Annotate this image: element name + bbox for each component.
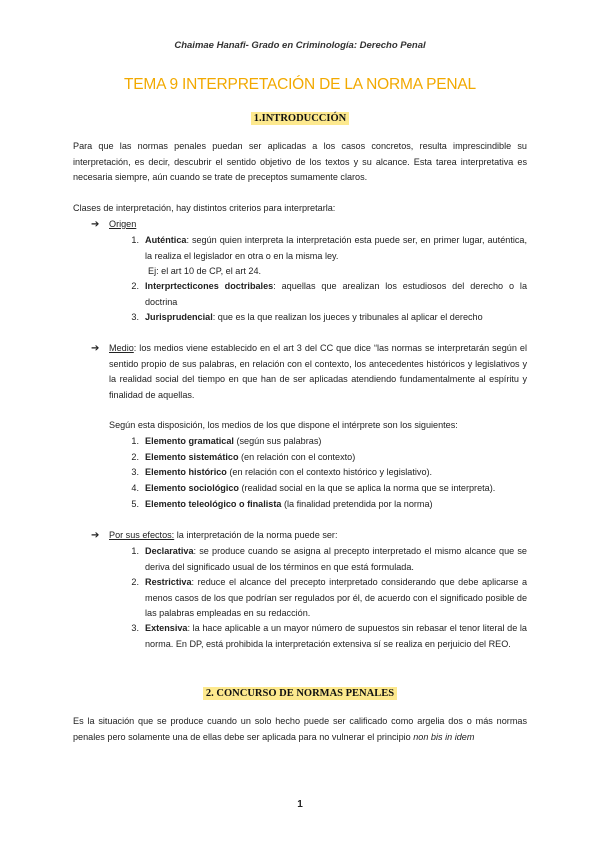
list-number: 2. (131, 452, 139, 462)
list-item-restrictiva: Restrictiva: reduce el alcance del precepto interpretado considerando que debe aplicarse a menos casos de los que podrían ser regulados por él, de acuerdo con el significado posible de las palabras empleadas en su redacción. (145, 577, 527, 618)
clases-line: Clases de interpretación, hay distintos criterios para interpretarla: (73, 203, 336, 213)
list-item-sociologico: Elemento sociológico (realidad social en la que se aplica la norma que se interpreta). (145, 483, 496, 493)
section-heading-2: 2. CONCURSO DE NORMAS PENALES (0, 683, 600, 701)
origen-label: Origen (109, 219, 137, 229)
page-number: 1 (297, 799, 303, 810)
list-number: 4. (131, 483, 139, 493)
list-item-extensiva: Extensiva: la hace aplicable a un mayor número de supuestos sin rebasar el tenor literal de la norma. En DP, está prohibida la interpretación extensiva sí se realiza en perjuicio del REO. (145, 623, 527, 649)
example-line: Ej: el art 10 de CP, el art 24. (148, 266, 262, 276)
list-item-historico: Elemento histórico (en relación con el contexto histórico y legislativo). (145, 467, 433, 477)
list-number: 3. (131, 312, 139, 322)
list-number: 2. (131, 281, 139, 291)
arrow-right-icon: ➔ (91, 219, 100, 230)
list-number: 1. (131, 546, 139, 556)
efectos-line: Por sus efectos: la interpretación de la norma puede ser: (109, 530, 338, 540)
medio-intro: Según esta disposición, los medios de los que dispone el intérprete son los siguientes: (109, 420, 458, 430)
list-item-declarativa: Declarativa: se produce cuando se asigna al precepto interpretado el mismo alcance que se deriva del significado usual de los términos en que está formulada. (145, 546, 527, 572)
list-item-autentica: Auténtica: según quien interpreta la interpretación esta puede ser, en primer lugar, auténtica, la realiza el legislador en otra o en la misma ley. (145, 235, 527, 261)
arrow-right-icon: ➔ (91, 530, 100, 541)
medio-paragraph: Medio: los medios viene establecido en el art 3 del CC que dice “las normas se interpretarán según el sentido propio de sus palabras, en relación con el contexto, los antecedentes históricos y legislativos y la realidad social del tiempo en que han de ser aplicadas atendiendo fundamentalmente al espíritu y finalidad de aquellas. (109, 343, 527, 400)
list-number: 3. (131, 467, 139, 477)
concurso-paragraph: Es la situación que se produce cuando un solo hecho puede ser calificado como argelia dos o más normas penales pero solamente una de ellas debe ser aplicada para no vulnerar el principio non bis in idem (73, 716, 527, 742)
list-item-gramatical: Elemento gramatical (según sus palabras) (145, 436, 322, 446)
list-number: 5. (131, 499, 139, 509)
list-number: 1. (131, 235, 139, 245)
list-item-teleologico: Elemento teleológico o finalista (la finalidad pretendida por la norma) (145, 499, 433, 509)
list-item-jurisprudencial: Jurisprudencial: que es la que realizan los jueces y tribunales al aplicar el derecho (145, 312, 483, 322)
list-number: 1. (131, 436, 139, 446)
list-number: 2. (131, 577, 139, 587)
list-number: 3. (131, 623, 139, 633)
page-title: TEMA 9 INTERPRETACIÓN DE LA NORMA PENAL (124, 76, 476, 93)
arrow-right-icon: ➔ (91, 343, 100, 354)
section-heading-1: 1.INTRODUCCIÓN (0, 108, 600, 126)
list-item-doctrinales: Interprtecticones doctribales: aquellas que arealizan los estudiosos del derecho o la doctrina (145, 281, 527, 307)
page-header: Chaimae Hanafi- Grado en Criminología: Derecho Penal (174, 40, 426, 51)
list-item-sistematico: Elemento sistemático (en relación con el contexto) (145, 452, 356, 462)
intro-paragraph: Para que las normas penales puedan ser aplicadas a los casos concretos, resulta imprescindible su interpretación, es decir, descubrir el sentido objetivo de los textos y su alcance. Esta tarea interpretativa es necesaria siempre, aún cuando se trate de preceptos sumamente claros. (73, 141, 527, 182)
